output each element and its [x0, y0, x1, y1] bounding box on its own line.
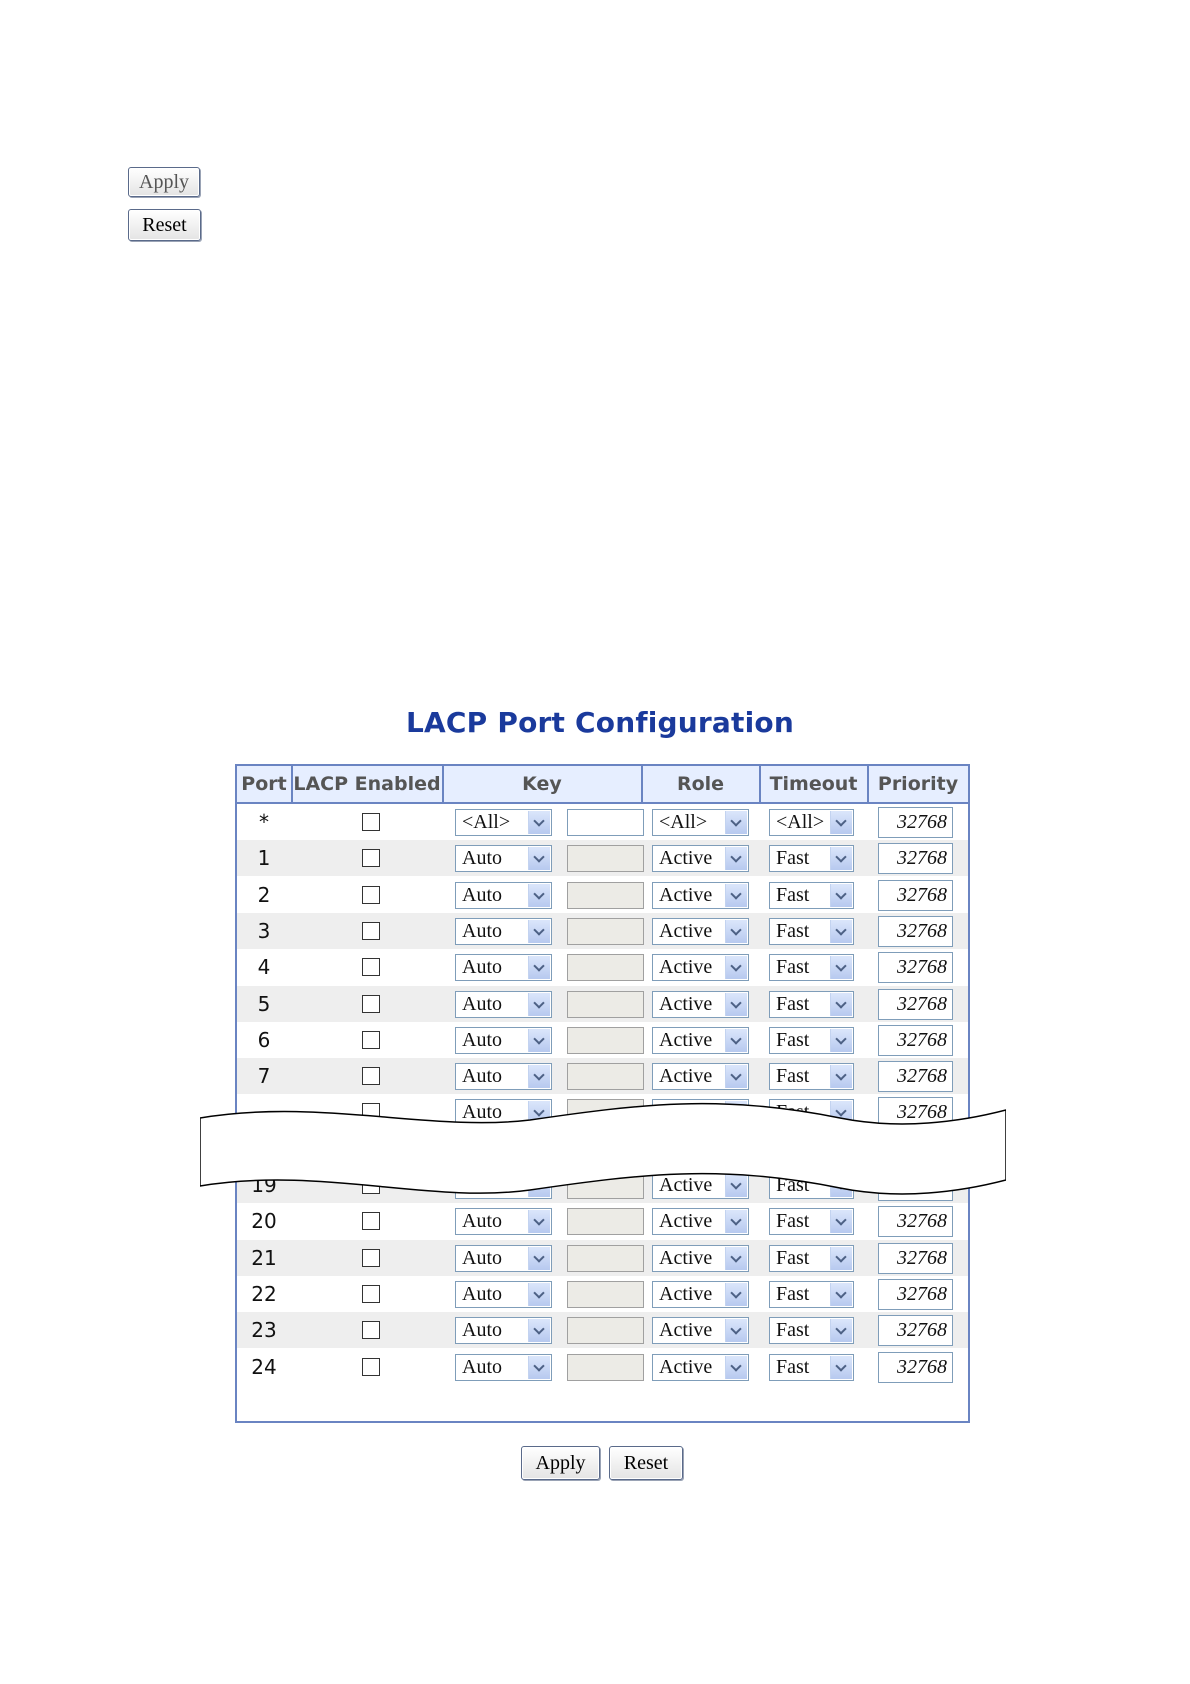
- lacp-enabled-checkbox[interactable]: [362, 1067, 380, 1085]
- chevron-down-icon[interactable]: [830, 811, 852, 834]
- chevron-down-icon[interactable]: [830, 1319, 852, 1342]
- table-header: [237, 766, 968, 804]
- chevron-down-icon[interactable]: [528, 1210, 550, 1233]
- chevron-down-icon[interactable]: [725, 811, 747, 834]
- timeout-select-value: Fast: [776, 919, 810, 942]
- key-value-input[interactable]: [567, 1208, 644, 1235]
- key-select[interactable]: [455, 845, 552, 872]
- table-row: [237, 949, 968, 985]
- timeout-select[interactable]: [769, 1354, 854, 1381]
- key-select-value: Auto: [462, 1319, 502, 1342]
- lacp-enabled-checkbox[interactable]: [362, 1285, 380, 1303]
- priority-input[interactable]: 32768: [878, 1315, 953, 1346]
- role-select[interactable]: [652, 845, 749, 872]
- key-select[interactable]: [455, 991, 552, 1018]
- key-value-input[interactable]: [567, 1245, 644, 1272]
- port-number: 4: [257, 955, 271, 980]
- role-select-value: Active: [659, 919, 713, 942]
- lacp-enabled-checkbox[interactable]: [362, 813, 380, 831]
- table-row: [237, 877, 968, 913]
- priority-input[interactable]: 32768: [878, 1206, 953, 1237]
- timeout-select[interactable]: [769, 845, 854, 872]
- chevron-down-icon[interactable]: [725, 1029, 747, 1052]
- table-row: [237, 1276, 968, 1312]
- port-number: 22: [251, 1281, 277, 1306]
- timeout-select-value: Fast: [776, 1174, 810, 1196]
- role-select[interactable]: [652, 918, 749, 945]
- chevron-down-icon[interactable]: [528, 884, 550, 907]
- role-select[interactable]: [652, 991, 749, 1018]
- table-row: [237, 1022, 968, 1058]
- chevron-down-icon[interactable]: [830, 847, 852, 870]
- key-select[interactable]: [455, 1245, 552, 1272]
- role-select[interactable]: [652, 809, 749, 836]
- role-select-value: Active: [659, 1355, 713, 1378]
- key-select[interactable]: [455, 1317, 552, 1344]
- port-number: 2: [257, 882, 271, 907]
- priority-input[interactable]: 32768: [878, 880, 953, 911]
- role-select[interactable]: [652, 1354, 749, 1381]
- table-row: [237, 1240, 968, 1276]
- key-select-value: Auto: [462, 883, 502, 906]
- key-select-value: Auto: [462, 1210, 502, 1233]
- key-select-value: Auto: [462, 847, 502, 870]
- key-select-value: Auto: [462, 992, 502, 1015]
- priority-input[interactable]: 32768: [878, 1279, 953, 1310]
- port-number: 3: [257, 918, 271, 943]
- table-row: [237, 840, 968, 876]
- timeout-select-value: Fast: [776, 1028, 810, 1051]
- port-number: 23: [251, 1318, 277, 1343]
- chevron-down-icon[interactable]: [528, 920, 550, 943]
- column-divider: [868, 766, 869, 803]
- lacp-enabled-checkbox[interactable]: [362, 1031, 380, 1049]
- key-value-input[interactable]: [567, 809, 644, 836]
- timeout-select[interactable]: [769, 954, 854, 981]
- lacp-enabled-checkbox[interactable]: [362, 849, 380, 867]
- role-select-value: Active: [659, 1319, 713, 1342]
- chevron-down-icon[interactable]: [830, 956, 852, 979]
- key-select-value: Auto: [462, 1065, 502, 1088]
- chevron-down-icon[interactable]: [725, 847, 747, 870]
- lacp-enabled-checkbox[interactable]: [362, 1212, 380, 1230]
- key-value-input[interactable]: [567, 1354, 644, 1381]
- port-number: 7: [257, 1064, 271, 1089]
- role-select-value: Active: [659, 1210, 713, 1233]
- chevron-down-icon[interactable]: [725, 1247, 747, 1270]
- priority-input[interactable]: 32768: [878, 1061, 953, 1092]
- timeout-select[interactable]: [769, 1063, 854, 1090]
- chevron-down-icon[interactable]: [830, 1029, 852, 1052]
- timeout-select-value: Fast: [776, 1210, 810, 1233]
- role-select-value: Active: [659, 1065, 713, 1088]
- role-select-value: Active: [659, 1174, 713, 1196]
- column-header-priority: Priority: [877, 773, 959, 795]
- priority-input[interactable]: 32768: [878, 1025, 953, 1056]
- timeout-select-value: Fast: [776, 1355, 810, 1378]
- table-row: [237, 913, 968, 949]
- timeout-select-value: Fast: [776, 847, 810, 870]
- key-select-value: Auto: [462, 1028, 502, 1051]
- key-select-value: <All>: [462, 811, 511, 833]
- key-value-input[interactable]: [567, 882, 644, 909]
- port-number: 1: [257, 846, 271, 871]
- timeout-select-value: Fast: [776, 1282, 810, 1305]
- role-select[interactable]: [652, 882, 749, 909]
- priority-input[interactable]: 32768: [878, 807, 953, 838]
- chevron-down-icon[interactable]: [725, 1065, 747, 1088]
- lacp-enabled-checkbox[interactable]: [362, 922, 380, 940]
- apply-button-top[interactable]: Apply: [128, 167, 200, 197]
- lacp-enabled-checkbox[interactable]: [362, 1321, 380, 1339]
- chevron-down-icon[interactable]: [528, 956, 550, 979]
- key-value-input[interactable]: [567, 954, 644, 981]
- reset-button-top[interactable]: Reset: [128, 209, 201, 241]
- role-select[interactable]: [652, 1063, 749, 1090]
- key-value-input[interactable]: [567, 1281, 644, 1308]
- column-header-role: Role: [642, 766, 760, 802]
- priority-input[interactable]: 32768: [878, 1243, 953, 1274]
- timeout-select[interactable]: [769, 1027, 854, 1054]
- column-header-timeout: Timeout: [760, 766, 868, 802]
- key-value-input[interactable]: [567, 845, 644, 872]
- port-number: 5: [257, 991, 271, 1016]
- chevron-down-icon[interactable]: [830, 884, 852, 907]
- chevron-down-icon[interactable]: [830, 1065, 852, 1088]
- key-select-value: Auto: [462, 919, 502, 942]
- lacp-port-table: [235, 764, 970, 1423]
- page-title: LACP Port Configuration: [406, 706, 794, 739]
- chevron-down-icon[interactable]: [830, 993, 852, 1016]
- timeout-select[interactable]: [769, 882, 854, 909]
- chevron-down-icon[interactable]: [528, 1283, 550, 1306]
- key-value-input[interactable]: [567, 991, 644, 1018]
- port-number: 21: [251, 1245, 277, 1270]
- priority-input[interactable]: 32768: [878, 952, 953, 983]
- key-select-value: Auto: [462, 1246, 502, 1269]
- chevron-down-icon[interactable]: [725, 920, 747, 943]
- role-select-value: Active: [659, 992, 713, 1015]
- priority-input[interactable]: 32768: [878, 916, 953, 947]
- priority-input[interactable]: 32768: [878, 989, 953, 1020]
- key-value-input[interactable]: [567, 1027, 644, 1054]
- role-select[interactable]: [652, 954, 749, 981]
- timeout-select-value: Fast: [776, 1065, 810, 1088]
- table-break-indicator: [200, 1100, 1006, 1196]
- timeout-select-value: Fast: [776, 992, 810, 1015]
- chevron-down-icon[interactable]: [725, 993, 747, 1016]
- chevron-down-icon[interactable]: [528, 1065, 550, 1088]
- timeout-select[interactable]: [769, 1317, 854, 1344]
- role-select-value: <All>: [659, 811, 708, 833]
- timeout-select[interactable]: [769, 1208, 854, 1235]
- timeout-select[interactable]: [769, 918, 854, 945]
- key-select[interactable]: [455, 1063, 552, 1090]
- chevron-down-icon[interactable]: [725, 1283, 747, 1306]
- lacp-enabled-checkbox[interactable]: [362, 1358, 380, 1376]
- key-select-value: Auto: [462, 1101, 502, 1124]
- column-divider: [642, 766, 643, 803]
- role-select-value: Active: [659, 956, 713, 979]
- key-value-input[interactable]: [567, 1063, 644, 1090]
- priority-input[interactable]: 32768: [878, 1097, 953, 1128]
- chevron-down-icon[interactable]: [830, 1210, 852, 1233]
- chevron-down-icon[interactable]: [528, 1247, 550, 1270]
- table-row: [237, 1203, 968, 1239]
- role-select-value: Active: [659, 1028, 713, 1051]
- timeout-select-value: Fast: [776, 1319, 810, 1342]
- table-row: [237, 804, 968, 840]
- timeout-select-value: Fast: [776, 1246, 810, 1269]
- key-value-input[interactable]: [567, 1317, 644, 1344]
- chevron-down-icon[interactable]: [830, 1283, 852, 1306]
- chevron-down-icon[interactable]: [725, 956, 747, 979]
- column-header-lacp-enabled: LACP Enabled: [292, 766, 443, 802]
- priority-input[interactable]: 32768: [878, 1352, 953, 1383]
- timeout-select[interactable]: [769, 1245, 854, 1272]
- chevron-down-icon[interactable]: [725, 1356, 747, 1379]
- key-select[interactable]: [455, 882, 552, 909]
- key-select-value: Auto: [462, 1355, 502, 1378]
- role-select[interactable]: [652, 1208, 749, 1235]
- chevron-down-icon[interactable]: [725, 1210, 747, 1233]
- column-divider: [760, 766, 761, 803]
- lacp-enabled-checkbox[interactable]: [362, 995, 380, 1013]
- key-select[interactable]: [455, 1354, 552, 1381]
- chevron-down-icon[interactable]: [725, 1319, 747, 1342]
- chevron-down-icon[interactable]: [528, 1029, 550, 1052]
- role-select[interactable]: [652, 1281, 749, 1308]
- key-select-value: Auto: [462, 1282, 502, 1305]
- timeout-select[interactable]: [769, 991, 854, 1018]
- apply-button[interactable]: Apply: [521, 1446, 600, 1480]
- role-select-value: Active: [659, 847, 713, 870]
- column-divider: [443, 766, 444, 803]
- chevron-down-icon[interactable]: [725, 884, 747, 907]
- timeout-select-value: Fast: [776, 883, 810, 906]
- key-select[interactable]: [455, 1281, 552, 1308]
- lacp-enabled-checkbox[interactable]: [362, 958, 380, 976]
- column-header-key: Key: [443, 766, 642, 802]
- column-divider: [292, 766, 293, 803]
- timeout-select-value: Fast: [776, 956, 810, 979]
- chevron-down-icon[interactable]: [528, 1356, 550, 1379]
- chevron-down-icon[interactable]: [830, 1247, 852, 1270]
- role-select-value: Active: [659, 1246, 713, 1269]
- table-row: [237, 1312, 968, 1348]
- chevron-down-icon[interactable]: [528, 847, 550, 870]
- key-select[interactable]: [455, 809, 552, 836]
- table-row: [237, 1349, 968, 1385]
- port-number: 19: [251, 1173, 277, 1197]
- role-select-value: Active: [659, 1282, 713, 1305]
- timeout-select[interactable]: [769, 809, 854, 836]
- reset-button[interactable]: Reset: [609, 1446, 683, 1480]
- table-row: [237, 986, 968, 1022]
- port-number: 24: [251, 1354, 277, 1379]
- chevron-down-icon[interactable]: [528, 811, 550, 834]
- table-row: [237, 1058, 968, 1094]
- key-select[interactable]: [455, 1208, 552, 1235]
- key-select[interactable]: [455, 1027, 552, 1054]
- key-select-value: Auto: [462, 956, 502, 979]
- key-select[interactable]: [455, 918, 552, 945]
- lacp-enabled-checkbox[interactable]: [362, 1249, 380, 1267]
- column-header-port: Port: [237, 766, 292, 802]
- timeout-select[interactable]: [769, 1281, 854, 1308]
- chevron-down-icon[interactable]: [528, 1319, 550, 1342]
- port-number: 6: [257, 1027, 271, 1052]
- port-number: *: [259, 810, 269, 834]
- chevron-down-icon[interactable]: [830, 920, 852, 943]
- chevron-down-icon[interactable]: [528, 993, 550, 1016]
- chevron-down-icon[interactable]: [830, 1356, 852, 1379]
- timeout-select-value: <All>: [776, 811, 825, 833]
- priority-input[interactable]: 32768: [878, 843, 953, 874]
- role-select-value: Active: [659, 883, 713, 906]
- role-select[interactable]: [652, 1245, 749, 1272]
- role-select[interactable]: [652, 1317, 749, 1344]
- port-number: 20: [251, 1209, 277, 1234]
- key-value-input[interactable]: [567, 918, 644, 945]
- lacp-enabled-checkbox[interactable]: [362, 886, 380, 904]
- role-select[interactable]: [652, 1027, 749, 1054]
- key-select[interactable]: [455, 954, 552, 981]
